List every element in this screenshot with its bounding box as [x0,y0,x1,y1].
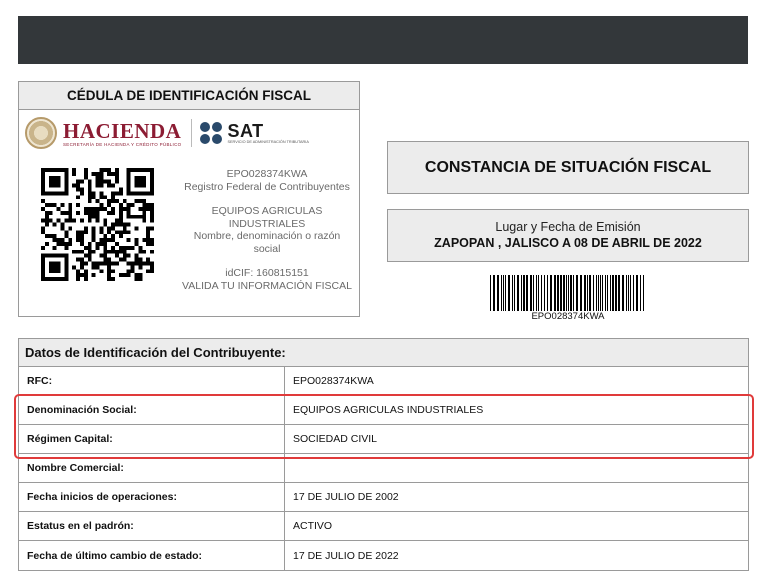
row-value: ACTIVO [293,520,333,532]
row-value [285,454,748,482]
row-label: Nombre Comercial: [19,454,285,482]
table-row [19,454,748,483]
table-row [19,425,748,454]
constancia-title: CONSTANCIA DE SITUACIÓN FISCAL [387,141,749,194]
hacienda-subtitle: SECRETARÍA DE HACIENDA Y CRÉDITO PÚBLICO [63,141,182,147]
logo-divider [191,119,192,147]
hacienda-logo [63,120,181,147]
table-row [19,512,748,541]
row-label: RFC: [19,367,285,395]
row-label: Fecha inicios de operaciones: [19,483,285,511]
datos-header: Datos de Identificación del Contribuyente: [19,339,748,367]
table-row [19,367,748,396]
row-value: EPO028374KWA [293,375,374,387]
hacienda-seal-icon [25,117,57,149]
sat-wordmark: SAT [227,121,264,141]
table-row [19,483,748,512]
sat-logo-icon [200,122,222,144]
cedula-card [18,81,360,317]
qr-code-icon [41,168,154,281]
row-value: 17 DE JULIO DE 2022 [293,549,399,562]
cedula-info [179,168,355,304]
lugar-fecha-box [387,209,749,262]
row-label: Estatus en el padrón: [19,512,285,540]
sat-subtitle: SERVICIO DE ADMINISTRACIÓN TRIBUTARIA [227,140,309,144]
sat-logo [227,122,308,144]
barcode-text: EPO028374KWA [531,311,605,322]
row-value: SOCIEDAD CIVIL [293,433,378,445]
cedula-name-label: Nombre, denominación o razón social [193,230,341,255]
datos-table [18,338,749,571]
row-label: Régimen Capital: [19,425,285,453]
cedula-valida-link: VALIDA TU INFORMACIÓN FISCAL [182,279,352,292]
lugar-fecha-value: ZAPOPAN , JALISCO A 08 DE ABRIL DE 2022 [434,236,702,250]
row-value: 17 DE JULIO DE 2002 [293,491,399,503]
lugar-fecha-label: Lugar y Fecha de Emisión [495,220,641,234]
cedula-rfc: EPO028374KWA [226,168,308,180]
barcode-icon [490,275,646,311]
top-band [18,16,748,64]
cedula-idcif: idCIF: 160815151 [225,267,309,279]
hacienda-wordmark: HACIENDA [63,118,182,143]
row-label: Fecha de último cambio de estado: [19,541,285,570]
cedula-name: EQUIPOS AGRICULAS INDUSTRIALES [211,205,323,230]
cedula-title: CÉDULA DE IDENTIFICACIÓN FISCAL [19,82,359,110]
table-row [19,396,748,425]
cedula-rfc-label: Registro Federal de Contribuyentes [184,180,350,193]
row-label: Denominación Social: [19,396,285,424]
logos-row [25,116,355,150]
table-row [19,541,748,570]
row-value: EQUIPOS AGRICULAS INDUSTRIALES [293,404,484,416]
